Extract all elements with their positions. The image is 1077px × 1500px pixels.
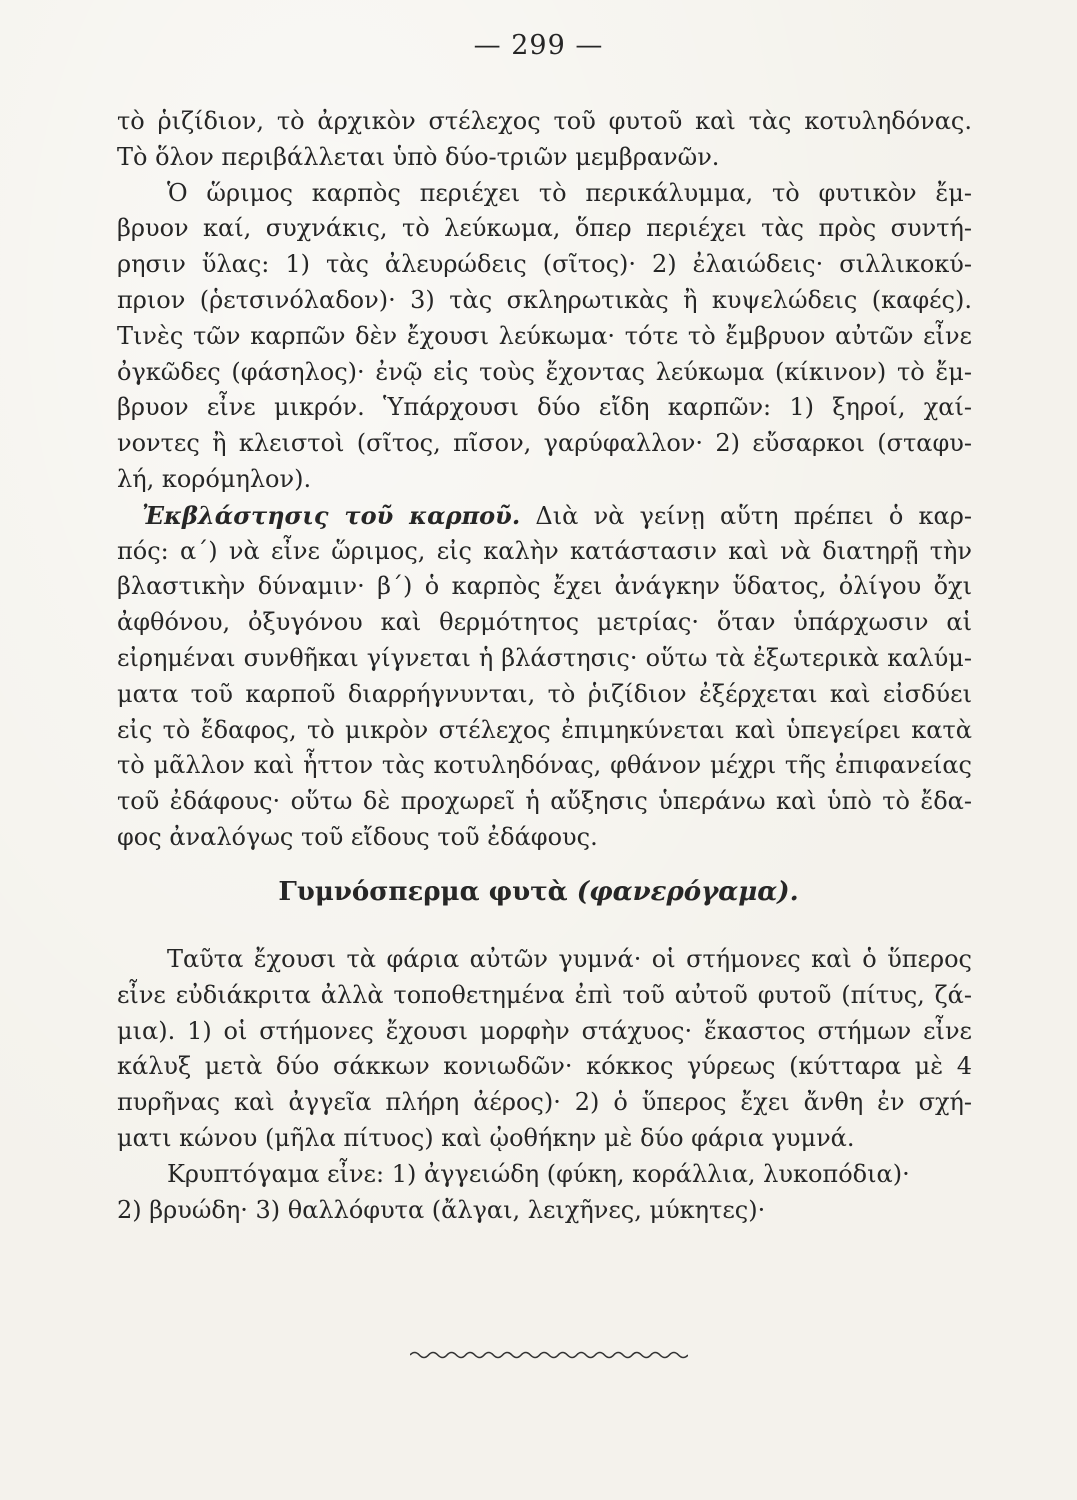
- page-number: — 299 —: [473, 30, 604, 61]
- text-line: ματα τοῦ καρποῦ διαρρήγνυνται, τὸ ῥιζίδιον ἐξέρχεται καὶ εἰσδύει: [117, 679, 972, 708]
- text-line: τὸ μᾶλλον καὶ ἧττον τὰς κοτυληδόνας, φθάνον μέχρι τῆς ἐπιφανείας: [117, 751, 972, 780]
- wavy-rule-ornament-icon: [410, 1349, 688, 1361]
- text-line: κάλυξ μετὰ δύο σάκκων κονιωδῶν· κόκκος γύρεως (κύτταρα μὲ 4: [117, 1052, 972, 1081]
- text-line: βρυον καί, συχνάκις, τὸ λεύκωμα, ὅπερ περιέχει τὰς πρὸς συντή-: [117, 214, 972, 243]
- text-line: Τὸ ὅλον περιβάλλεται ὑπὸ δύο-τριῶν μεμβρανῶν.: [117, 142, 720, 171]
- text-line: [117, 498, 972, 534]
- text-line: Τινὲς τῶν καρπῶν δὲν ἔχουσι λεύκωμα· τότε τὸ ἔμβρυον αὐτῶν εἶνε: [117, 321, 972, 350]
- text-line: πριον (ῥετσινόλαδον)· 3) τὰς σκληρωτικὰς ἢ κυψελώδεις (καφές).: [117, 285, 972, 314]
- text-line-rest: Διὰ νὰ γείνῃ αὕτη πρέπει ὁ καρ-: [535, 501, 972, 530]
- text-line: ματι κώνου (μῆλα πίτυος) καὶ ᾠοθήκην μὲ δύο φάρια γυμνά.: [117, 1123, 855, 1152]
- lower-text-block: [117, 942, 972, 1228]
- text-line: ὀγκῶδες (φάσηλος)· ἐνῷ εἰς τοὺς ἔχοντας λεύκωμα (κίκινον) τὸ ἔμ-: [117, 357, 972, 386]
- section-title: Γυμνόσπερμα φυτὰ: [278, 877, 568, 907]
- text-line: εἰρημέναι συνθῆκαι γίγνεται ἡ βλάστησις· οὕτω τὰ ἐξωτερικὰ καλύμ-: [117, 643, 972, 672]
- text-line: ἀφθόνου, ὀξυγόνου καὶ θερμότητος μετρίας· ὅταν ὑπάρχωσιν αἱ: [117, 608, 972, 637]
- text-line: Κρυπτόγαμα εἶνε: 1) ἀγγειώδη (φύκη, κοράλλια, λυκοπόδια)·: [167, 1159, 910, 1188]
- text-line: 2) βρυώδη· 3) θαλλόφυτα (ἄλγαι, λειχῆνες, μύκητες)·: [117, 1195, 766, 1224]
- upper-text-block: [117, 104, 972, 856]
- text-line: εἶνε εὐδιάκριτα ἀλλὰ τοποθετημένα ἐπὶ τοῦ αὐτοῦ φυτοῦ (πίτυς, ζά-: [117, 980, 972, 1009]
- text-line: τοῦ ἐδάφους· οὕτω δὲ προχωρεῖ ἡ αὔξησις ὑπεράνω καὶ ὑπὸ τὸ ἔδα-: [117, 787, 972, 816]
- run-in-heading: Ἐκβλάστησις τοῦ καρποῦ.: [142, 500, 521, 530]
- text-line: εἰς τὸ ἔδαφος, τὸ μικρὸν στέλεχος ἐπιμηκύνεται καὶ ὑπεγείρει κατὰ: [117, 715, 972, 744]
- text-line: Ὁ ὥριμος καρπὸς περιέχει τὸ περικάλυμμα, τὸ φυτικὸν ἔμ-: [167, 178, 972, 207]
- text-line: μια). 1) οἱ στήμονες ἔχουσι μορφὴν στάχυος· ἕκαστος στήμων εἶνε: [117, 1016, 972, 1045]
- text-line: τὸ ῥιζίδιον, τὸ ἀρχικὸν στέλεχος τοῦ φυτοῦ καὶ τὰς κοτυληδόνας.: [117, 107, 972, 135]
- text-line: βλαστικὴν δύναμιν· β΄) ὁ καρπὸς ἔχει ἀνάγκην ὕδατος, ὀλίγου ὄχι: [117, 572, 972, 601]
- text-line: πυρῆνας καὶ ἀγγεῖα πλήρη ἀέρος)· 2) ὁ ὕπερος ἔχει ἄνθη ἐν σχή-: [117, 1088, 972, 1117]
- text-line: ρησιν ὕλας: 1) τὰς ἀλευρώδεις (σῖτος)· 2) ἐλαιώδεις· σιλλικοκύ-: [117, 250, 972, 279]
- text-line: βρυον εἶνε μικρόν. Ὑπάρχουσι δύο εἴδη καρπῶν: 1) ξηροί, χαί-: [117, 393, 972, 422]
- text-line: πός: α΄) νὰ εἶνε ὥριμος, εἰς καλὴν κατάστασιν καὶ νὰ διατηρῇ τὴν: [117, 536, 972, 565]
- text-line: νοντες ἢ κλειστοὶ (σῖτος, πῖσον, γαρύφαλλον· 2) εὔσαρκοι (σταφυ-: [117, 429, 972, 458]
- text-line: Ταῦτα ἔχουσι τὰ φάρια αὐτῶν γυμνά· οἱ στήμονες καὶ ὁ ὕπερος: [167, 945, 972, 973]
- section-subtitle: (φανερόγαμα).: [576, 877, 799, 907]
- text-line: λή, κορόμηλον).: [117, 464, 312, 493]
- text-line: φος ἀναλόγως τοῦ εἴδους τοῦ ἐδάφους.: [117, 822, 598, 851]
- section-heading: [0, 874, 1077, 910]
